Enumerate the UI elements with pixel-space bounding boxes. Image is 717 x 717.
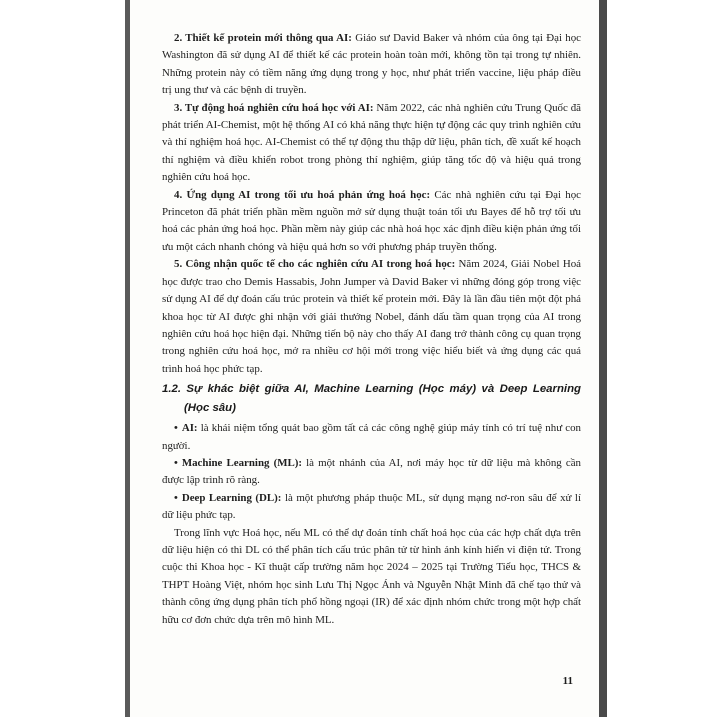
bullet-deep-learning — [162, 490, 581, 525]
paragraph-lead: 4. Ứng dụng AI trong tối ưu hoá phản ứng hoá học: — [174, 188, 431, 201]
bullet-lead: AI: — [181, 422, 198, 435]
bullet-text: là một phương pháp thuộc ML, sử dụng mạng nơ-ron sâu để xử lí dữ liệu phức tạp. — [162, 491, 581, 522]
bullet-icon: • — [174, 456, 178, 469]
bullet-icon: • — [174, 491, 178, 504]
bullet-icon: • — [174, 422, 178, 435]
paragraph-text: Năm 2022, các nhà nghiên cứu Trung Quốc đã phát triển AI-Chemist, một hệ thống AI có khả năng thực hiện tự động các quy trình nghiên cứu và thí nghiệm hoá học. AI-Chemist có thể tự động thu thập dữ liệu, phân tích, đề xuất kế hoạch thí nghiệm và điều khiển robot trong phòng thí nghiệm, giúp tăng tốc độ và hiệu quả trong nghiên cứu hoá học. — [162, 101, 581, 184]
paragraph-lead: 3. Tự động hoá nghiên cứu hoá học với AI: — [174, 101, 374, 114]
book-edge-right — [599, 0, 607, 717]
bullet-text: là một nhánh của AI, nơi máy học từ dữ liệu mà không cần được lập trình rõ ràng. — [162, 456, 581, 487]
paragraph-text: Các nhà nghiên cứu tại Đại học Princeton đã phát triển phần mềm nguồn mở sử dụng thuật toán tối ưu Bayes để hỗ trợ tối ưu hoá các phản ứng hoá học. Phần mềm này giúp các nhà hoá học xác định điều kiện phản ứng tối ưu một cách nhanh chóng và hiệu quả hơn so với phương pháp truyền thống. — [162, 188, 581, 253]
paragraph-ai-chemist — [162, 100, 581, 187]
paragraph-nobel-recognition — [162, 256, 581, 378]
paragraph-protein-design — [162, 30, 581, 100]
paragraph-lead: 2. Thiết kế protein mới thông qua AI: — [174, 32, 352, 44]
book-page — [130, 0, 599, 717]
paragraph-lead: 5. Công nhận quốc tế cho các nghiên cứu AI trong hoá học: — [174, 258, 456, 271]
page-content — [162, 30, 581, 629]
bullet-machine-learning — [162, 455, 581, 490]
paragraph-closing: Trong lĩnh vực Hoá học, nếu ML có thể dự đoán tính chất hoá học của các hợp chất dựa trên dữ liệu hiện có thì DL có thể phân tích cấu trúc phân tử từ hình ảnh kính hiển vi điện tử. Trong cuộc thi Khoa học - Kĩ thuật cấp trường năm học 2024 – 2025 tại Trường Tiểu học, THCS & THPT Hoàng Việt, nhóm học sinh Lưu Thị Ngọc Ánh và Nguyễn Nhật Minh đã chế tạo thử và thành công ứng dụng phân tích phổ hồng ngoại (IR) để xác định nhóm chức trong một hợp chất hữu cơ đơn chức dựa trên mô hình ML. — [162, 526, 581, 626]
paragraph-text: Giáo sư David Baker và nhóm của ông tại Đại học Washington đã sử dụng AI để thiết kế các protein hoàn toàn mới, không tồn tại trong tự nhiên. Những protein này có tiềm năng ứng dụng trong y học, như phát triển vaccine, liệu pháp điều trị ung thư và các bệnh di truyền. — [162, 32, 582, 97]
bullet-text: là khái niệm tổng quát bao gồm tất cả các công nghệ giúp máy tính có trí tuệ như con người. — [162, 422, 581, 452]
bullet-lead: Deep Learning (DL): — [181, 491, 282, 504]
section-heading: 1.2. Sự khác biệt giữa AI, Machine Learning (Học máy) và Deep Learning (Học sâu) — [162, 383, 581, 415]
page-number: 11 — [562, 675, 573, 687]
paragraph-reaction-optimization — [162, 187, 581, 257]
paragraph-text: Năm 2024, Giải Nobel Hoá học được trao cho Demis Hassabis, John Jumper và David Baker vì những đóng góp trong việc sử dụng AI để dự đoán cấu trúc protein và thiết kế protein mới. Đây là lần đầu tiên một đột phá khoa học từ AI được ghi nhận với giải thưởng Nobel, đánh dấu tầm quan trọng của AI trong nghiên cứu hoá học hiện đại. Những tiến bộ này cho thấy AI đang trở thành công cụ quan trọng trong nghiên cứu hoá học, mở ra nhiều cơ hội mới trong việc hiểu biết và ứng dụng các quá trình hoá học phức tạp. — [162, 258, 581, 375]
bullet-lead: Machine Learning (ML): — [181, 456, 303, 469]
bullet-ai — [162, 420, 581, 455]
